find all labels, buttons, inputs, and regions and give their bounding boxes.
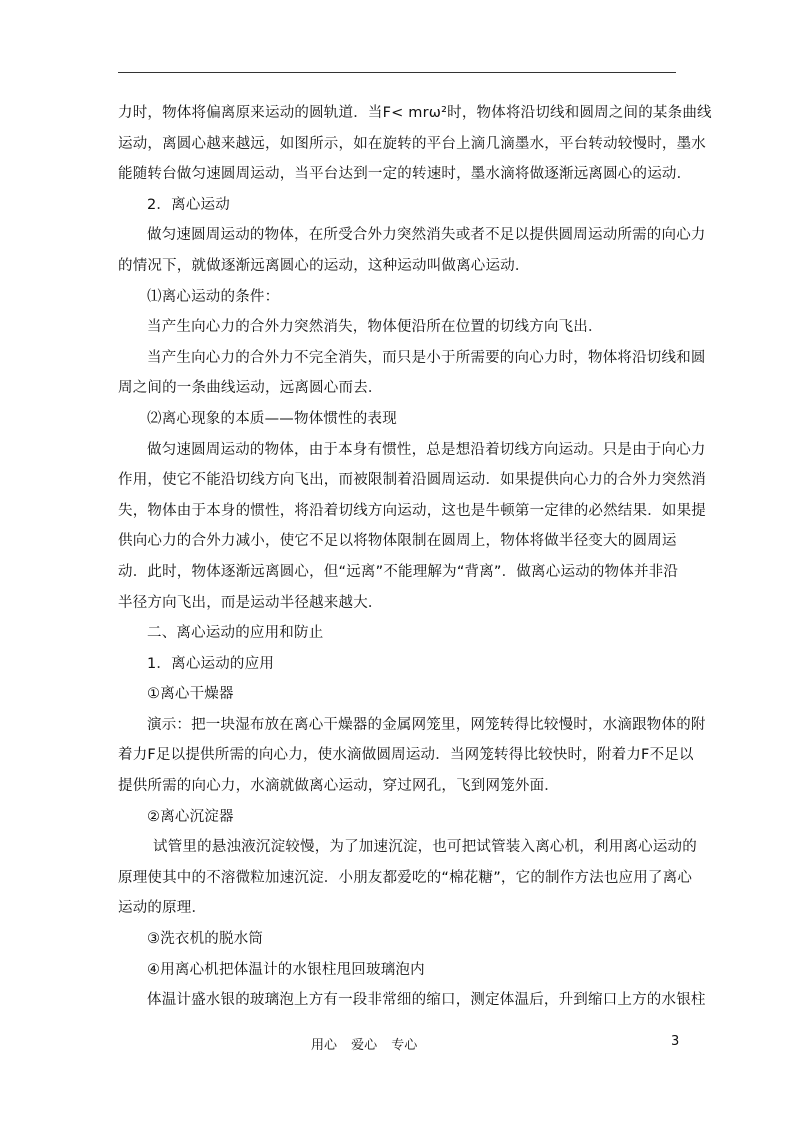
text-line: 演示：把一块湿布放在离心干燥器的金属网笼里，网笼转得比较慢时，水滴跟物体的附 xyxy=(147,716,706,733)
text-line: 半径方向飞出，而是运动半径越来越大． xyxy=(118,594,383,611)
text-line: 当产生向心力的合外力不完全消失，而只是小于所需要的向心力时，物体将沿切线和圆 xyxy=(147,349,706,366)
document-body xyxy=(118,98,712,1016)
text-line: 周之间的一条曲线运动，远离圆心而去． xyxy=(118,380,383,397)
header-rule xyxy=(118,72,676,73)
subsection-heading: ⑵离心现象的本质——物体惯性的表现 xyxy=(147,410,397,427)
text-line: 的情况下，就做逐渐远离圆心的运动，这种运动叫做离心运动． xyxy=(118,257,530,274)
text-line: 运动，离圆心越来越远，如图所示，如在旋转的平台上滴几滴墨水，平台转动较慢时，墨水 xyxy=(118,135,706,152)
subsection-heading: 1．离心运动的应用 xyxy=(147,655,275,672)
text-line: 做匀速圆周运动的物体，由于本身有惯性，总是想沿着切线方向运动。只是由于向心力 xyxy=(147,441,706,458)
page-footer xyxy=(0,1034,794,1056)
text-line: 能随转台做匀速圆周运动，当平台达到一定的转速时，墨水滴将做逐渐远离圆心的运动． xyxy=(118,166,692,183)
text-line: 提供所需的向心力，水滴就做离心运动，穿过网孔，飞到网笼外面． xyxy=(118,778,559,795)
text-line: 原理使其中的不溶微粒加速沉淀．小朋友都爱吃的“棉花糖”，它的制作方法也应用了离心 xyxy=(118,869,693,886)
text-line: 力时，物体将偏离原来运动的圆轨道．当F< mrω²时，物体将沿切线和圆周之间的某条曲线 xyxy=(118,105,712,121)
text-line: 运动的原理． xyxy=(118,900,207,917)
subsection-heading: ⑴离心运动的条件： xyxy=(147,288,280,305)
section-heading: 二、离心运动的应用和防止 xyxy=(147,625,324,642)
text-line: 失，物体由于本身的惯性，将沿着切线方向运动，这也是牛顿第一定律的必然结果．如果提 xyxy=(118,502,706,519)
footer-motto: 用心 爱心 专心 xyxy=(311,1038,418,1053)
page-number: 3 xyxy=(671,1034,680,1049)
text-line: 动．此时，物体逐渐远离圆心，但“远离”不能理解为“背离”．做离心运动的物体并非沿 xyxy=(118,563,679,580)
text-line: 作用，使它不能沿切线方向飞出，而被限制着沿圆周运动．如果提供向心力的合外力突然消 xyxy=(118,472,706,489)
item-heading: ②离心沉淀器 xyxy=(147,808,234,825)
text-line: 做匀速圆周运动的物体，在所受合外力突然消失或者不足以提供圆周运动所需的向心力 xyxy=(147,227,706,244)
text-line: 试管里的悬浊液沉淀较慢，为了加速沉淀，也可把试管装入离心机，利用离心运动的 xyxy=(153,839,697,856)
text-line: 体温计盛水银的玻璃泡上方有一段非常细的缩口，测定体温后，升到缩口上方的水银柱 xyxy=(147,992,706,1009)
text-line: 着力F足以提供所需的向心力，使水滴做圆周运动．当网笼转得比较快时，附着力F不足以 xyxy=(118,747,694,764)
text-line: 当产生向心力的合外力突然消失，物体便沿所在位置的切线方向飞出． xyxy=(147,319,603,336)
item-heading: ①离心干燥器 xyxy=(147,686,234,703)
text-line: 供向心力的合外力减小，使它不足以将物体限制在圆周上，物体将做半径变大的圆周运 xyxy=(118,533,677,550)
item-heading: ③洗衣机的脱水筒 xyxy=(147,931,264,948)
section-heading: 2．离心运动 xyxy=(147,196,230,213)
item-heading: ④用离心机把体温计的水银柱甩回玻璃泡内 xyxy=(147,961,425,978)
